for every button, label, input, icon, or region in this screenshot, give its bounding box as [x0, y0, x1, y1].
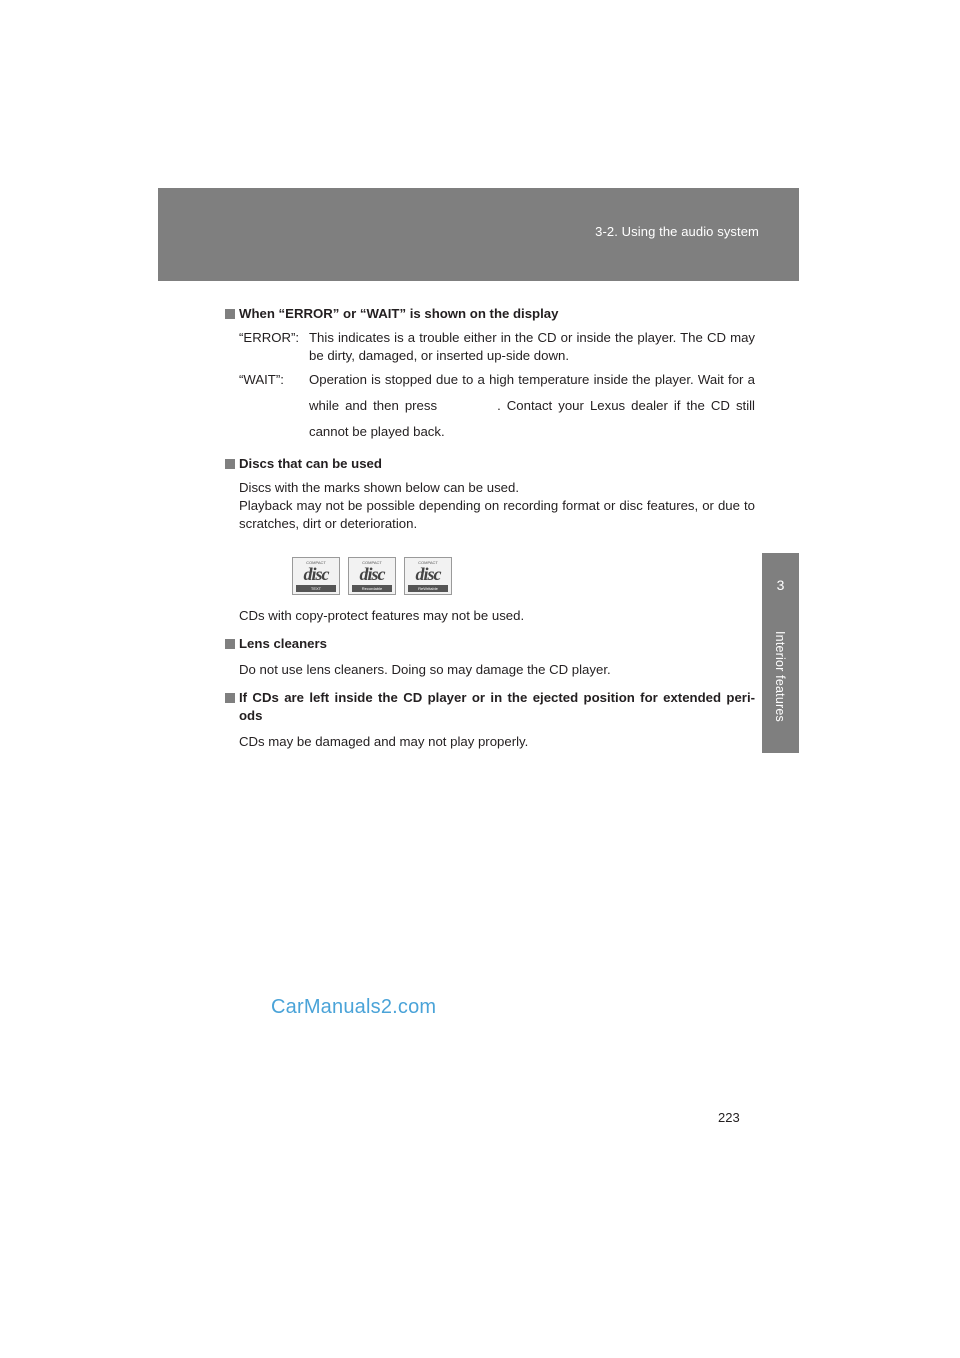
compact-disc-recordable-logo: COMPACT disc Recordable	[348, 557, 396, 595]
section-title: 3-2. Using the audio system	[595, 224, 759, 239]
page-number: 223	[718, 1110, 740, 1125]
compact-disc-text-logo: COMPACT disc TEXT	[292, 557, 340, 595]
heading-text: When “ERROR” or “WAIT” is shown on the display	[239, 306, 559, 321]
definition-error	[225, 329, 755, 365]
desc-wait-after: . Contact your Lexus dealer if the CD still cannot be played back.	[309, 398, 755, 439]
page-content	[225, 305, 755, 751]
lens-text: Do not use lens cleaners. Doing so may damage the CD player.	[239, 662, 611, 677]
definition-wait	[225, 371, 755, 445]
heading-lens-cleaners	[225, 635, 755, 653]
discs-line-2: Playback may not be possible depending on recording format or disc features, or due to scratches, dirt or deterioration.	[239, 498, 755, 531]
square-bullet-icon	[225, 639, 235, 649]
heading-text: Discs that can be used	[239, 456, 382, 471]
desc-error: This indicates is a trouble either in the CD or inside the player. The CD may be dirty, damaged, or inserted up-side down.	[309, 330, 755, 363]
disc-logos	[292, 557, 755, 595]
heading-error-wait	[225, 305, 755, 323]
heading-discs	[225, 455, 755, 473]
term-wait: “WAIT”:	[239, 372, 284, 387]
chapter-title: Interior features	[773, 631, 787, 722]
desc-wait	[309, 367, 755, 445]
header-band	[158, 188, 799, 281]
desc-wait-before: Operation is stopped due to a high temperature inside the player. Wait for a while and then press	[309, 372, 755, 413]
heading-left-inside	[225, 689, 755, 725]
square-bullet-icon	[225, 693, 235, 703]
watermark: CarManuals2.com	[271, 996, 437, 1018]
left-inside-text: CDs may be damaged and may not play properly.	[239, 734, 529, 749]
compact-disc-rewritable-logo: COMPACT disc ReWritable	[404, 557, 452, 595]
square-bullet-icon	[225, 459, 235, 469]
chapter-number: 3	[776, 577, 785, 593]
chapter-side-tab	[762, 553, 799, 753]
heading-text: Lens cleaners	[239, 636, 327, 651]
discs-line-1: Discs with the marks shown below can be used.	[239, 480, 519, 495]
term-error: “ERROR”:	[239, 330, 300, 345]
discs-note: CDs with copy-protect features may not be used.	[239, 608, 525, 623]
heading-text: If CDs are left inside the CD player or in the ejected position for extended peri- ods	[239, 690, 755, 723]
square-bullet-icon	[225, 309, 235, 319]
